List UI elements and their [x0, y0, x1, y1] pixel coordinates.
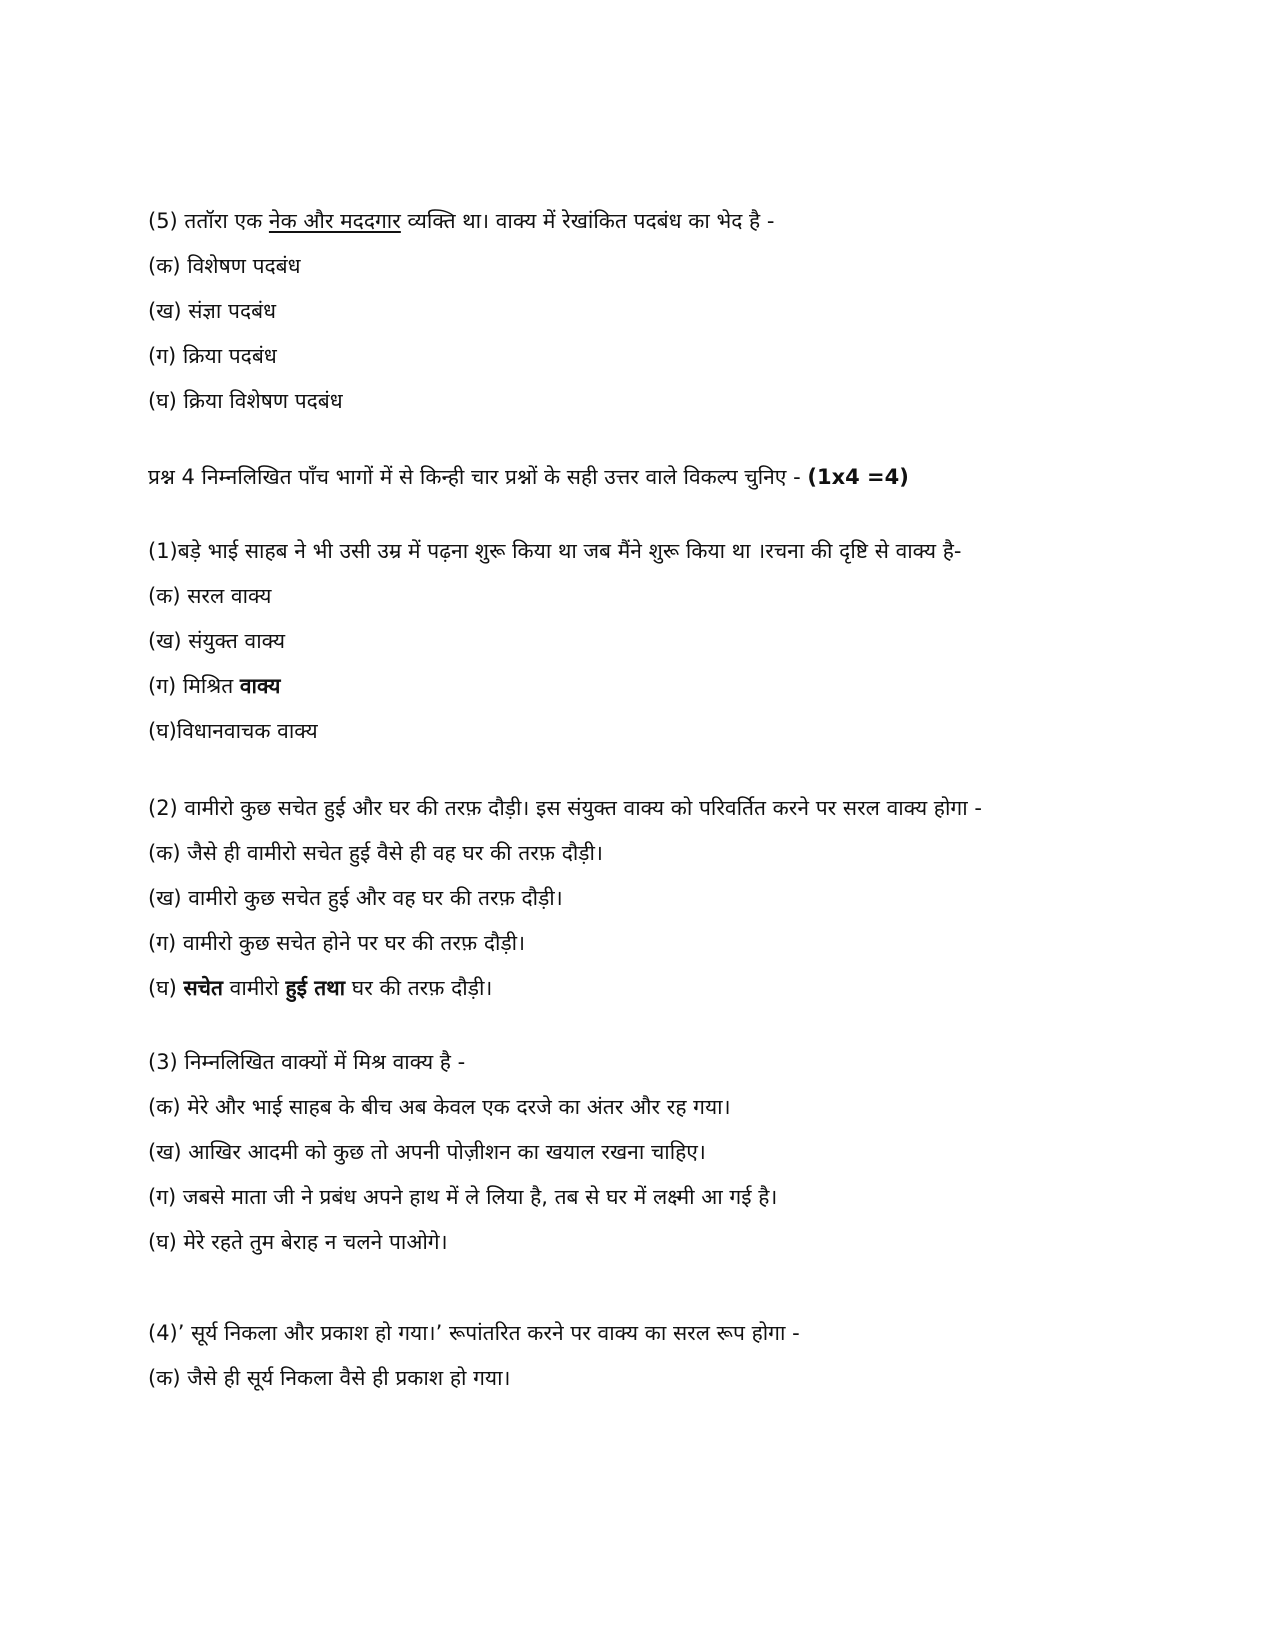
- q1-option-a: (क) सरल वाक्य: [148, 584, 272, 608]
- q1-option-b: (ख) संयुक्त वाक्य: [148, 629, 286, 653]
- q3-prompt: (3) निम्नलिखित वाक्यों में मिश्र वाक्य है -: [148, 1050, 466, 1074]
- q2-option-d-bold-1: सचेत: [183, 976, 223, 1000]
- q2-option-d-end: घर की तरफ़ दौड़ी।: [345, 976, 493, 1000]
- q1-option-d: (घ)विधानवाचक वाक्य: [148, 719, 318, 743]
- q5-option-d: (घ) क्रिया विशेषण पदबंध: [148, 389, 343, 413]
- q2-option-c: (ग) वामीरो कुछ सचेत होने पर घर की तरफ़ दौड़ी।: [148, 931, 526, 955]
- q5-prompt-start: (5) ततॉरा एक: [148, 209, 269, 233]
- q5-option-a: (क) विशेषण पदबंध: [148, 254, 301, 278]
- q3-option-b: (ख) आखिर आदमी को कुछ तो अपनी पोज़ीशन का खयाल रखना चाहिए।: [148, 1140, 706, 1164]
- q1-option-c: [148, 671, 280, 701]
- q5-prompt: [148, 206, 774, 236]
- q2-option-d-label: (घ): [148, 976, 184, 1000]
- q5-option-b: (ख) संज्ञा पदबंध: [148, 299, 276, 323]
- q5-option-c: (ग) क्रिया पदबंध: [148, 344, 277, 368]
- q2-option-b: (ख) वामीरो कुछ सचेत हुई और वह घर की तरफ़ दौड़ी।: [148, 886, 563, 910]
- q2-option-d: [148, 973, 492, 1003]
- q3-option-a: (क) मेरे और भाई साहब के बीच अब केवल एक दरजे का अंतर और रह गया।: [148, 1095, 731, 1119]
- section-4-prompt: प्रश्न 4 निम्नलिखित पाँच भागों में से किन्ही चार प्रश्नों के सही उत्तर वाले विकल्प चुनिए -: [148, 465, 808, 489]
- q2-prompt: (2) वामीरो कुछ सचेत हुई और घर की तरफ़ दौड़ी। इस संयुक्त वाक्य को परिवर्तित करने पर सरल वाक्य होगा -: [148, 796, 982, 820]
- q1-prompt: (1)बड़े भाई साहब ने भी उसी उम्र में पढ़ना शुरू किया था जब मैंने शुरू किया था ।रचना की दृष्टि से वाक्य है-: [148, 539, 962, 563]
- q2-option-a: (क) जैसे ही वामीरो सचेत हुई वैसे ही वह घर की तरफ़ दौड़ी।: [148, 841, 603, 865]
- section-4-marks: (1x4 =4): [807, 465, 909, 489]
- q3-option-d: (घ) मेरे रहते तुम बेराह न चलने पाओगे।: [148, 1230, 448, 1254]
- q2-option-d-bold-2: हुई तथा: [285, 976, 346, 1000]
- q1-option-c-label: (ग) मिश्रित: [148, 674, 240, 698]
- q2-option-d-mid: वामीरो: [223, 976, 286, 1000]
- section-4-heading: [148, 462, 909, 492]
- q4-prompt: (4)’ सूर्य निकला और प्रकाश हो गया।’ रूपांतरित करने पर वाक्य का सरल रूप होगा -: [148, 1321, 800, 1345]
- q4-option-a: (क) जैसे ही सूर्य निकला वैसे ही प्रकाश हो गया।: [148, 1366, 511, 1390]
- q5-underlined-phrase: नेक और मददगार: [268, 209, 401, 233]
- q3-option-c: (ग) जबसे माता जी ने प्रबंध अपने हाथ में ले लिया है, तब से घर में लक्ष्मी आ गई है।: [148, 1185, 778, 1209]
- q1-option-c-bold: वाक्य: [239, 674, 281, 698]
- q5-prompt-end: व्यक्ति था। वाक्य में रेखांकित पदबंध का भेद है -: [400, 209, 775, 233]
